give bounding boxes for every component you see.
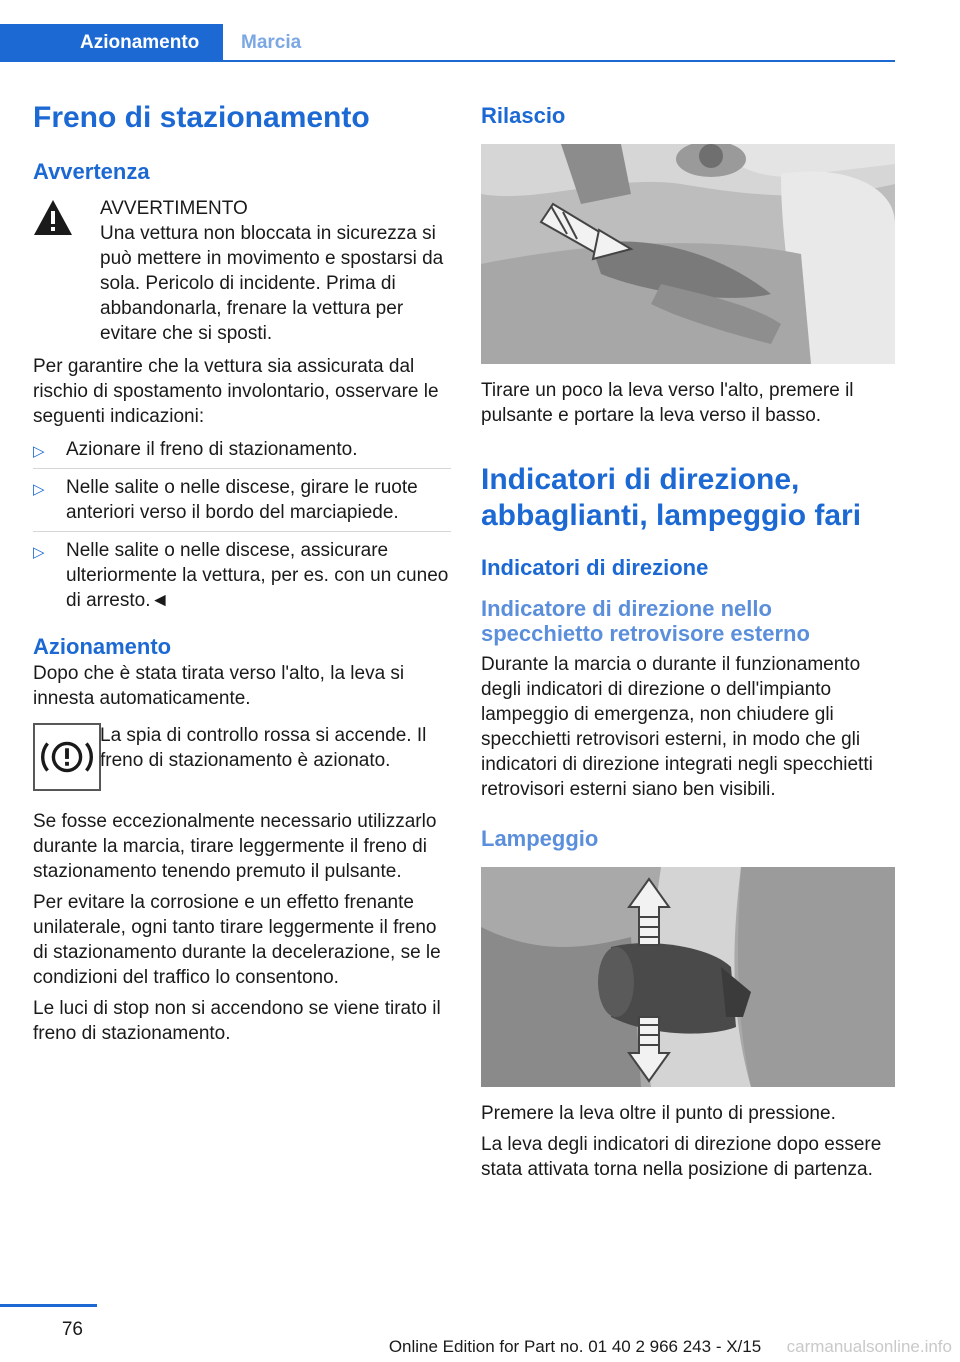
warning-text: Una vettura non bloccata in sicurezza si può mettere in movimento e spostarsi da sola. Pericolo di incidente. Prima di abbandonarla, frenare la vettura per evitare che si sposti. [100, 223, 444, 344]
lamp-text: La spia di controllo rossa si accende. Il freno di stazionamento è azionato. [100, 725, 427, 771]
section-title-parking-brake: Freno di stazionamento [33, 101, 370, 134]
page-number: 76 [61, 1319, 83, 1340]
indicator-lamp-block [33, 723, 451, 791]
instruction-list [33, 431, 451, 619]
section-title-turn-signals: Indicatori di direzione, abbaglianti, lampeggio fari [481, 463, 862, 532]
flash-heading: Lampeggio [481, 826, 599, 851]
right-column [481, 100, 895, 1182]
paragraph-stop-lights: Le luci di stop non si accendono se viene tirato il freno di stazionamento. [33, 998, 441, 1044]
tab-marcia[interactable]: Marcia [241, 32, 302, 53]
triangle-bullet-icon: ▷ [33, 544, 45, 561]
turn-heading: Indicatori di direzione [481, 555, 709, 580]
flash-text-return: La leva degli indicatori di direzione dopo essere stata attivata torna nella posizione di partenza. [481, 1134, 882, 1180]
flash-text-press: Premere la leva oltre il punto di pressione. [481, 1103, 836, 1124]
intro-text: Per garantire che la vettura sia assicurata dal rischio di spostamento involontario, osservare le seguenti indicazioni: [33, 356, 439, 427]
left-column [33, 100, 451, 1046]
warning-text-first [33, 221, 451, 346]
triangle-bullet-icon: ▷ [33, 481, 45, 498]
page-header [0, 24, 895, 62]
paragraph-driving-use: Se fosse eccezionalmente necessario utilizzarlo durante la marcia, tirare leggermente il freno di stazionamento tenendo premuto il pulsante. [33, 811, 437, 882]
headlight-flasher-image [481, 867, 895, 1087]
triangle-bullet-icon: ▷ [33, 443, 45, 460]
paragraph-corrosion: Per evitare la corrosione e un effetto frenante unilaterale, ogni tanto tirare leggermente il freno di stazionamento durante la decelerazione, se le condizioni del traffico lo consentono. [33, 892, 441, 988]
warning-heading: Avvertenza [33, 159, 150, 184]
warning-label: AVVERTIMENTO [100, 198, 248, 219]
release-text: Tirare un poco la leva verso l'alto, premere il pulsante e portare la leva verso il basso. [481, 380, 854, 426]
list-item: ▷ Azionare il freno di stazionamento. [33, 431, 451, 469]
warning-triangle-icon [33, 198, 73, 238]
release-heading: Rilascio [481, 103, 566, 128]
footer-rule [0, 1304, 97, 1307]
parking-brake-lamp-icon [33, 723, 101, 791]
list-item: ▷ Nelle salite o nelle discese, girare le ruote anteriori verso il bordo del marciapiede. [33, 469, 451, 532]
list-item: ▷ Nelle salite o nelle discese, assicurare ulteriormente la vettura, per es. con un cuneo di arresto.◄ [33, 540, 449, 611]
watermark: carmanualsonline.info [786, 1337, 952, 1356]
operation-text: Dopo che è stata tirata verso l'alto, la leva si innesta automaticamente. [33, 663, 405, 709]
header-rule [223, 60, 895, 62]
parking-brake-release-image [481, 144, 895, 364]
edition-note: Online Edition for Part no. 01 40 2 966 243 - X/15 [388, 1337, 762, 1356]
mirror-heading: Indicatore di direzione nello specchietto retrovisore esterno [481, 596, 810, 646]
warning-block [33, 196, 451, 346]
operation-heading: Azionamento [33, 634, 172, 659]
tab-azionamento[interactable]: Azionamento [0, 24, 223, 62]
mirror-text: Durante la marcia o durante il funzionamento degli indicatori di direzione o dell'impianto lampeggio di emergenza, non chiudere gli specchietti retrovisori esterni, in modo che gli indicatori di direzione integrati negli specchietti retrovisori esterni siano ben visibili. [481, 654, 873, 800]
